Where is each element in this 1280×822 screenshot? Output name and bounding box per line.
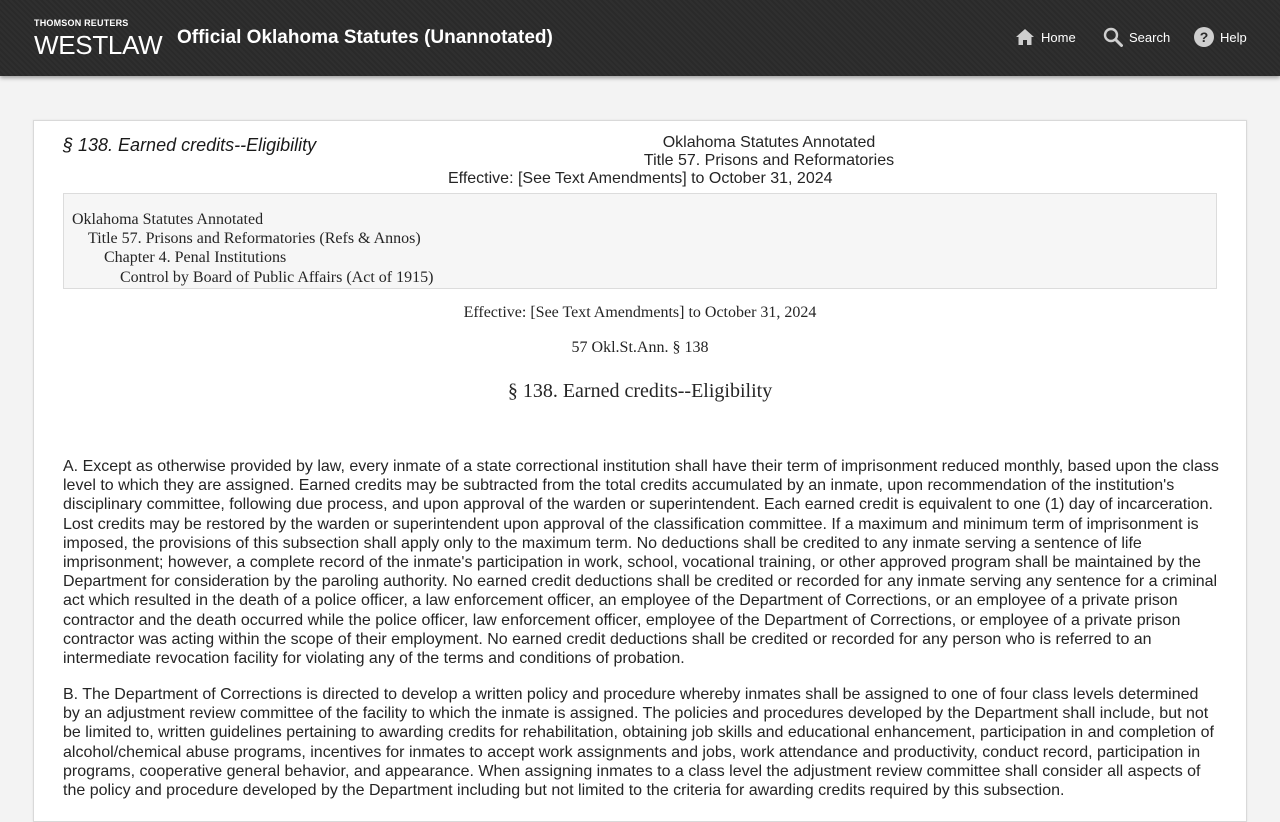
- document-card: [33, 120, 1247, 822]
- effective-date: Effective: [See Text Amendments] to October 31, 2024: [463, 304, 817, 321]
- document-title: § 138. Earned credits--Eligibility: [63, 135, 317, 155]
- toc-item[interactable]: Title 57. Prisons and Reformatories (Refs & Annos): [88, 230, 421, 247]
- home-icon: [1015, 28, 1035, 46]
- help-icon: [1194, 27, 1214, 47]
- site-title: Official Oklahoma Statutes (Unannotated): [177, 27, 553, 48]
- toc-item[interactable]: Oklahoma Statutes Annotated: [72, 211, 264, 228]
- search-link[interactable]: [1103, 25, 1170, 49]
- home-label: Home: [1041, 29, 1076, 45]
- brand-publisher: THOMSON REUTERS: [34, 18, 129, 28]
- statute-paragraph-a: A. Except as otherwise provided by law, every inmate of a state correctional institution shall have their term of imprisonment reduced monthly, based upon the class level to which they are assigned. Earned credits may be subtracted from the total credits accumulated by an inmate, upon recommendation of the institution's disciplinary committee, following due process, and upon approval of the warden or superintendent. Each earned credit is equivalent to one (1) day of incarceration. Lost credits may be restored by the warden or superintendent upon approval of the classification committee. If a maximum and minimum term of imprisonment is imposed, the provisions of this subsection shall apply only to the maximum term. No deductions shall be credited to any inmate serving a sentence of life imprisonment; however, a complete record of the inmate's participation in work, school, vocational training, or other approved program shall be maintained by the Department for consideration by the paroling authority. No earned credit deductions shall be credited or recorded for any inmate serving any sentence for a criminal act which resulted in the death of a police officer, a law enforcement officer, an employee of the Department of Corrections, or an employee of a private prison contractor and the death occurred while the police officer, law enforcement officer, employee of the Department of Corrections, or employee of a private prison contractor was acting within the scope of their employment. No earned credit deductions shall be credited or recorded for any person who is referred to an intermediate revocation facility for violating any of the terms and conditions of probation.: [63, 458, 1219, 668]
- home-link[interactable]: [1015, 25, 1076, 49]
- document-source-header: [634, 134, 904, 170]
- statute-paragraph-b: B. The Department of Corrections is directed to develop a written policy and procedure whereby inmates shall be assigned to one of four class levels determined by an adjustment review committee of the facility to which the inmate is assigned. The policies and procedures developed by the Department shall include, but not be limited to, written guidelines pertaining to awarding credits for rehabilitation, obtaining job skills and educational enhancement, participation in and completion of alcohol/chemical abuse programs, incentives for inmates to accept work assignments and jobs, work attendance and productivity, conduct record, participation in programs, cooperative general behavior, and appearance. When assigning inmates to a class level the adjustment review committee shall consider all aspects of the policy and procedure developed by the Department including but not limited to the criteria for awarding credits required by this subsection.: [63, 686, 1214, 800]
- help-link[interactable]: [1194, 25, 1247, 49]
- search-label: Search: [1129, 29, 1171, 45]
- brand-name: WESTLAW: [34, 30, 163, 60]
- toc-item[interactable]: Chapter 4. Penal Institutions: [104, 249, 287, 266]
- source-line-2: Title 57. Prisons and Reformatories: [643, 152, 895, 169]
- citation: 57 Okl.St.Ann. § 138: [571, 339, 709, 356]
- toc-item[interactable]: Control by Board of Public Affairs (Act of 1915): [120, 269, 434, 286]
- help-label: Help: [1220, 29, 1247, 45]
- westlaw-logo[interactable]: [34, 18, 162, 60]
- top-header: [0, 0, 1280, 76]
- table-of-contents-path: [63, 193, 1217, 289]
- svg-text:?: ?: [1199, 29, 1209, 45]
- section-heading: § 138. Earned credits--Eligibility: [507, 380, 773, 402]
- search-icon: [1103, 27, 1123, 47]
- source-line-1: Oklahoma Statutes Annotated: [662, 134, 876, 151]
- header-effective-date: Effective: [See Text Amendments] to October 31, 2024: [448, 170, 833, 187]
